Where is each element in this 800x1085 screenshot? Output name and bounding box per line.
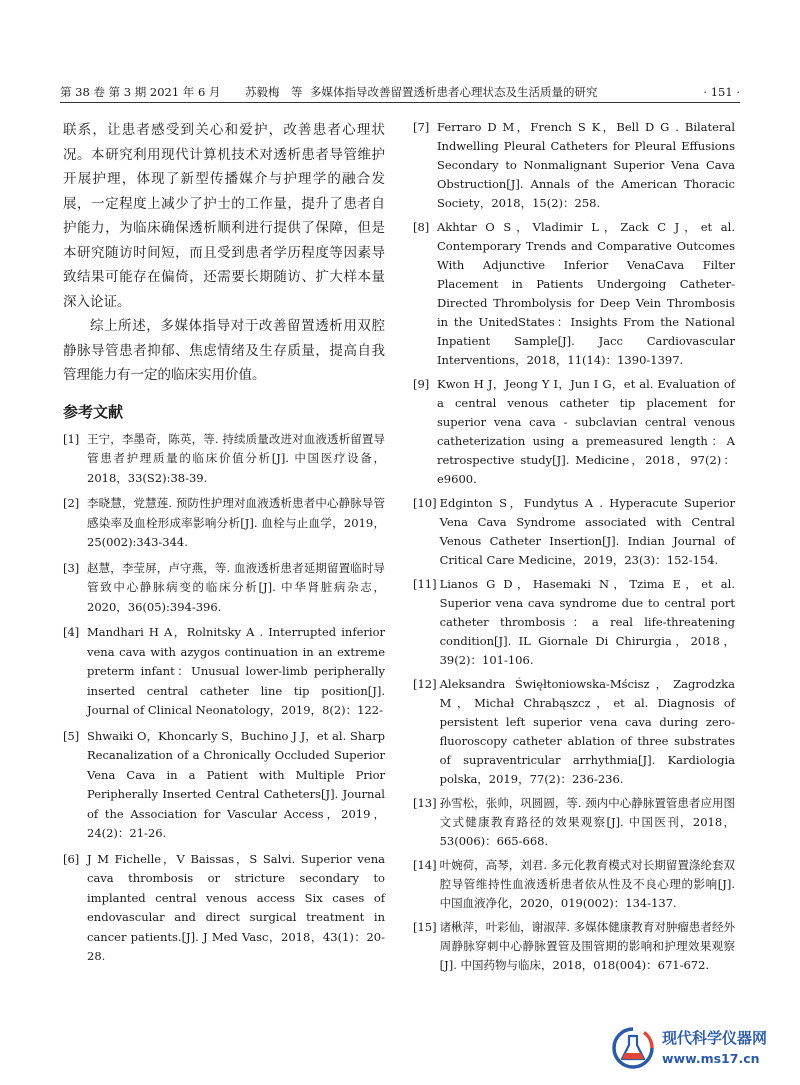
reference-item [413,918,735,975]
reference-text: 李晓慧，党慧莲. 预防性护理对血液透析患者中心静脉导管感染率及血栓形成率影响分析[J]. 血栓与止血学，2019，25(002):343-344. [87,496,385,549]
watermark-site-name: 现代科学仪器网 [662,1029,768,1047]
references-heading: 参考文献 [63,402,124,421]
flask-logo-icon [610,1025,656,1071]
reference-text: Edginton S，Fundytus A . Hyperacute Superior Vena Cava Syndrome associated with Central Venous Catheter Insertion[J]. Indian Journal of Critical Care Medicine，2019，23(3)：152-154. [439,496,735,567]
reference-item [413,675,735,789]
reference-item [63,559,385,618]
body-paragraph: 综上所述，多媒体指导对于改善留置透析用双腔静脉导管患者抑郁、焦虑情绪及生存质量，提高自我管理能力有一定的临床实用价值。 [63,318,385,383]
reference-number: [1] [63,431,80,446]
reference-text: Lianos G D，Hasemaki N，Tzima E，et al. Superior vena cava syndrome due to central port catheter thrombosis：a real life-threatening condition[J]. IL Giornale Di Chirurgia，2018，39(2)：101-106. [439,577,735,667]
journal-issue: 第 38 卷 第 3 期 2021 年 6 月 [60,85,221,99]
reference-text: Ferraro D M，French S K，Bell D G . Bilateral Indwelling Pleural Catheters for Pleural Effusions Secondary to Nonmalignant Superior Vena Cava Obstruction[J]. Annals of the American Thoracic Society，2018，15(2)：258. [437,120,735,210]
reference-item [413,118,735,213]
site-watermark [610,1021,782,1077]
reference-text: 诸楸萍，叶彩仙，谢淑萍. 多媒体健康教育对肿瘤患者经外周静脉穿刺中心静脉置管及围管期的影响和护理效果观察[J]. 中国药物与临床，2018，018(004)：671-672. [439,920,735,972]
reference-item [413,856,735,913]
reference-text: J M Fichelle，V Baissas，S Salvi. Superior vena cava thrombosis or stricture secondary to implanted central venous access Six cases of endovascular and direct surgical treatment in cancer patients.[J]. J Med Vasc，2018，43(1)：20-28. [87,851,385,963]
page-number: · 151 · [703,85,740,99]
reference-item [63,623,385,721]
reference-number: [9] [413,377,430,391]
reference-number: [8] [413,220,430,234]
reference-item [413,575,735,670]
reference-number: [11] [413,577,437,591]
reference-item [63,850,385,967]
running-header [60,84,740,103]
reference-item [63,430,385,489]
reference-text: Aleksandra Święłtoniowska-Mścisz，Zagrodzka M，Michał Chrabąszcz，et al. Diagnosis of persistent left superior vena cava during zero-fluoroscopy catheter ablation of three substrates of supraventricular arrhythmia[J]. Kardiologia polska，2019，77(2)：236-236. [439,677,735,786]
reference-number: [13] [413,796,437,810]
reference-number: [4] [63,625,80,639]
reference-list-continued [413,118,735,975]
reference-number: [14] [413,858,437,872]
reference-text: Shwaiki O，Khoncarly S，Buchino J J，et al. Sharp Recanalization of a Chronically Occluded Superior Vena Cava in a Patient with Multiple Prior Peripherally Inserted Central Catheters[J]. Journal of the Association for Vascular Access，2019，24(2)：21-26. [87,728,385,840]
reference-text: 孙雪松，张帅，巩圆圆，等. 颈内中心静脉置管患者应用图文式健康教育路径的效果观察[J]. 中国医刊，2018，53(006)：665-668. [439,796,735,848]
reference-item [413,794,735,851]
reference-number: [10] [413,496,437,510]
reference-number: [3] [63,560,80,575]
left-column [63,118,385,973]
reference-list [63,430,385,967]
header-authors: 苏毅梅 等 [245,85,303,99]
right-column [413,118,735,980]
reference-item [413,218,735,370]
reference-text: Akhtar O S，Vladimir L，Zack C J，et al. Contemporary Trends and Comparative Outcomes With Adjunctive Inferior VenaCava Filter Placement in Patients Undergoing Catheter-Directed Thrombolysis for Deep Vein Thrombosis in the UnitedStates：Insights From the National Inpatient Sample[J]. Jacc Cardiovascular Interventions，2018，11(14)：1390-1397. [437,220,735,367]
reference-text: Mandhari H A，Rolnitsky A . Interrupted inferior vena cava with azygos continuation in an extreme preterm infant：Unusual lower-limb peripherally inserted central catheter line tip position[J]. Journal of Clinical Neonatology，2019，8(2)：122- [87,625,385,717]
reference-number: [7] [413,120,430,134]
watermark-site-url: www.ms17.cn [662,1051,760,1066]
reference-item [413,494,735,570]
reference-number: [15] [413,920,437,934]
reference-item [63,494,385,553]
reference-text: Kwon H J，Jeong Y I，Jun I G，et al. Evaluation of a central venous catheter tip placement for superior vena cava - subclavian central venous catheterization using a premeasured length：A retrospective study[J]. Medicine，2018，97(2)：e9600. [437,377,735,486]
reference-text: 叶婉荷，高琴，刘君. 多元化教育模式对长期留置涤纶套双腔导管维持性血液透析患者依从性及不良心理的影响[J]. 中国血液净化，2020，019(002)：134-137. [439,858,735,910]
header-title: 多媒体指导改善留置透析患者心理状态及生活质量的研究 [310,85,598,99]
reference-text: 赵慧，李莹屏，卢守燕，等. 血液透析患者延期留置临时导管致中心静脉病变的临床分析[J]. 中华肾脏病杂志，2020，36(05):394-396. [87,560,385,614]
reference-number: [12] [413,677,437,691]
reference-number: [2] [63,496,80,510]
reference-number: [5] [63,728,80,743]
reference-item [63,727,385,844]
body-paragraph: 联系，让患者感受到关心和爱护，改善患者心理状况。本研究利用现代计算机技术对透析患者导管维护开展护理，体现了新型传播媒介与护理学的融合发展，一定程度上减少了护士的工作量，提升了患者自护能力，为临床确保透析顺利进行提供了保障，但是本研究随访时间短，而且受到患者学历程度等因素导致结果可能存在偏倚，还需要长期随访、扩大样本量深入论证。 [63,122,385,310]
reference-text: 王宁，李墨奇，陈英，等. 持续质量改进对血液透析留置导管患者护理质量的临床价值分析[J]. 中国医疗设备，2018，33(S2):38-39. [87,431,385,485]
reference-item [413,375,735,489]
reference-number: [6] [63,851,80,866]
